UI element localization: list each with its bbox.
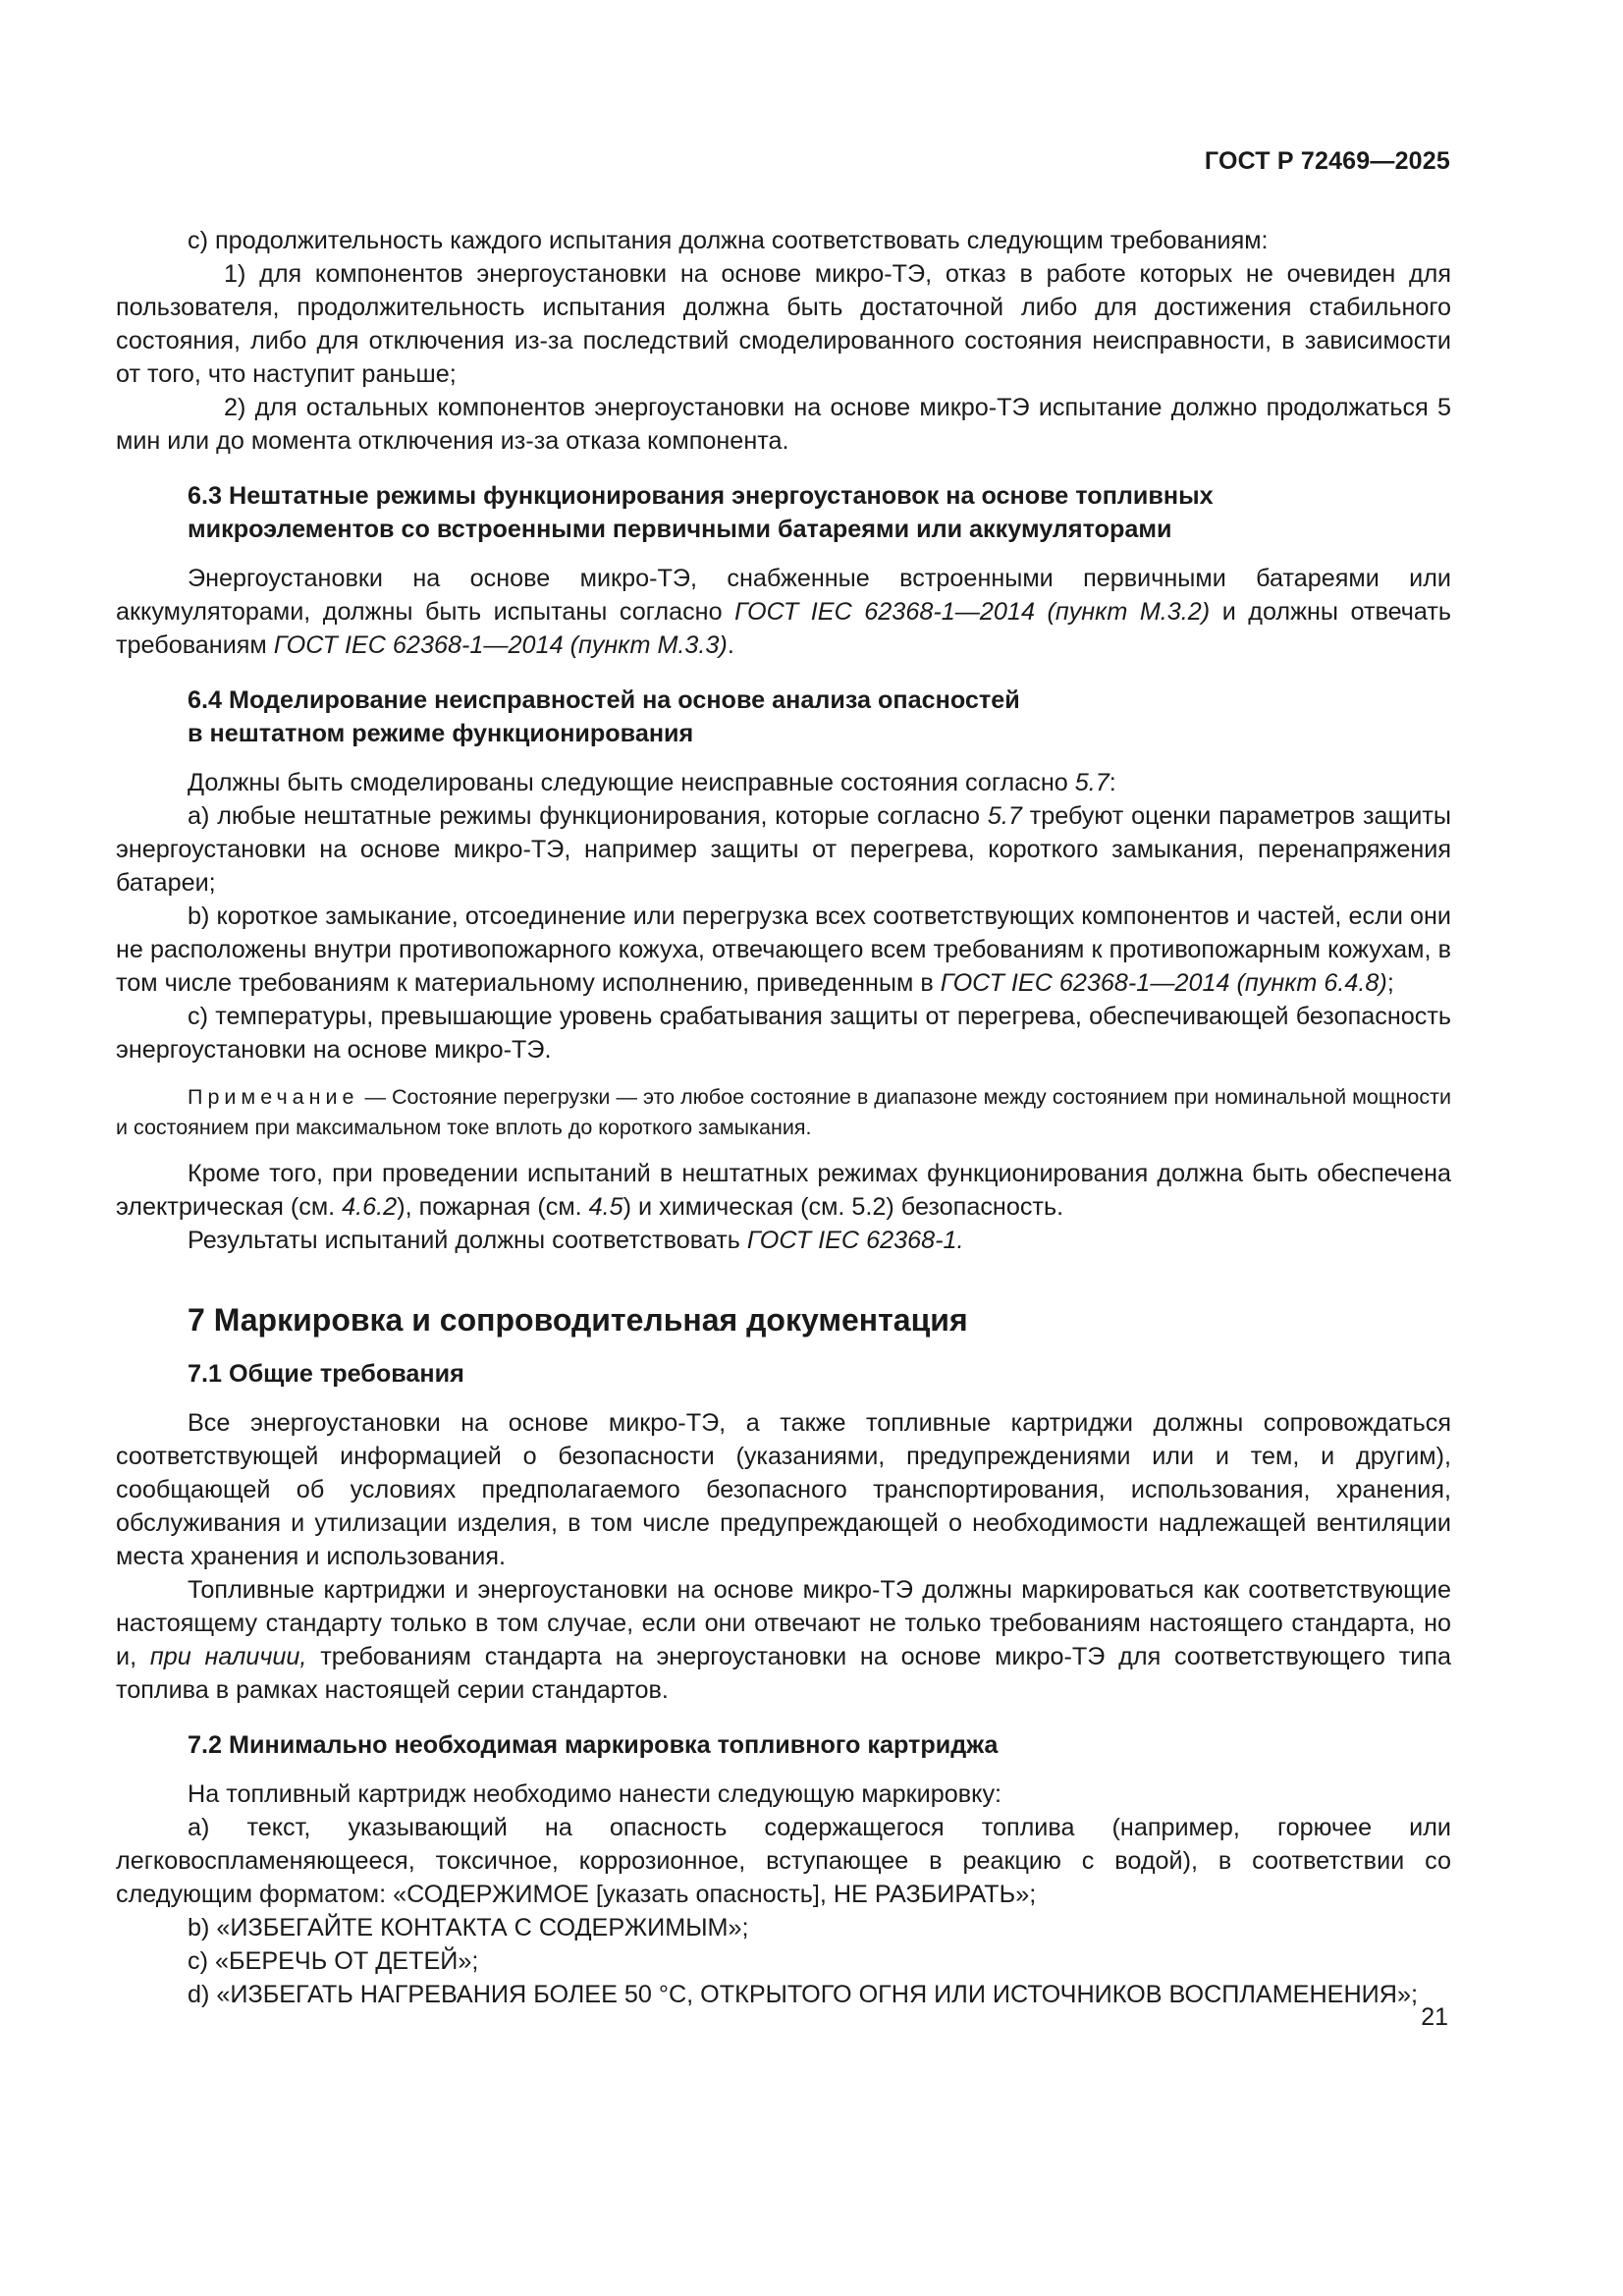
- page-body: [116, 224, 1451, 2011]
- reference: ГОСТ IEC 62368-1—2014 (пункт 6.4.8): [940, 969, 1387, 997]
- section-6-3-paragraph: Энергоустановки на основе микро-ТЭ, снабженные встроенными первичными батареями или аккумуляторами, должны быть испытаны согласно ГОСТ IEC 62368-1—2014 (пункт M.3.2) и должны отвечать требованиям ГОСТ IEC 62368-1—2014 (пункт M.3.3).: [116, 565, 1451, 659]
- section-7-1-paragraph-2: Топливные картриджи и энергоустановки на основе микро-ТЭ должны маркироваться как соответствующие настоящему стандарту только в том случае, если они отвечают не только требованиям настоящего стандарта, но и, при наличии, требованиям стандарта на энергоустановки на основе микро-ТЭ для соответствующего типа топлива в рамках настоящей серии стандартов.: [116, 1576, 1451, 1704]
- reference: ГОСТ IEC 62368-1—2014 (пункт M.3.3): [273, 631, 728, 659]
- reference: ГОСТ IEC 62368-1.: [746, 1227, 964, 1254]
- marking-item-c: c) «БЕРЕЧЬ ОТ ДЕТЕЙ»;: [188, 1947, 479, 1975]
- reference: ГОСТ IEC 62368-1—2014 (пункт M.3.2): [734, 598, 1211, 626]
- page-number: 21: [1421, 2003, 1448, 2031]
- section-6-4-results: Результаты испытаний должны соответствовать ГОСТ IEC 62368-1.: [188, 1227, 964, 1254]
- item-b: b) короткое замыкание, отсоединение или перегрузка всех соответствующих компонентов и частей, если они не расположены внутри противопожарного кожуха, отвечающего всем требованиям к противопожарным кожухам, в том числе требованиям к материальному исполнению, приведенным в ГОСТ IEC 62368-1—2014 (пункт 6.4.8);: [116, 902, 1451, 997]
- section-7-1-paragraph-1: Все энергоустановки на основе микро-ТЭ, а также топливные картриджи должны сопровождаться соответствующей информацией о безопасности (указаниями, предупреждениями или и тем, и другим), сообщающей об условиях предполагаемого безопасного транспортирования, использования, хранения, обслуживания и утилизации изделия, в том числе предупреждающей о необходимости надлежащей вентиляции места хранения и использования.: [116, 1409, 1451, 1570]
- reference: 5.7: [1074, 769, 1109, 796]
- item-c-1: 1) для компонентов энергоустановки на основе микро-ТЭ, отказ в работе которых не очевиден для пользователя, продолжительность испытания должна быть достаточной либо для достижения стабильного состояния, либо для отключения из-за последствий смоделированного состояния неисправности, в зависимости от того, что наступит раньше;: [116, 260, 1451, 388]
- section-6-4-paragraph: Кроме того, при проведении испытаний в нештатных режимах функционирования должна быть обеспечена электрическая (см. 4.6.2), пожарная (см. 4.5) и химическая (см. 5.2) безопасность.: [116, 1160, 1451, 1221]
- item-c: c) продолжительность каждого испытания должна соответствовать следующим требованиям:: [188, 227, 1269, 254]
- item-c: c) температуры, превышающие уровень срабатывания защиты от перегрева, обеспечивающей безопасность энергоустановки на основе микро-ТЭ.: [116, 1003, 1451, 1064]
- reference: 5.7: [987, 802, 1022, 830]
- marking-item-b: b) «ИЗБЕГАЙТЕ КОНТАКТА С СОДЕРЖИМЫМ»;: [188, 1914, 749, 1941]
- note-label: Примечание: [188, 1085, 359, 1109]
- section-6-4-intro: Должны быть смоделированы следующие неисправные состояния согласно 5.7:: [188, 769, 1116, 796]
- reference: 4.5: [588, 1193, 623, 1221]
- marking-item-a: a) текст, указывающий на опасность содержащегося топлива (например, горючее или легковоспламеняющееся, токсичное, коррозионное, вступающее в реакцию с водой), в соответствии со следующим форматом: «СОДЕРЖИМОЕ [указать опасность], НЕ РАЗБИРАТЬ»;: [116, 1814, 1451, 1908]
- section-6-4-title: 6.4 Моделирование неисправностей на основе анализа опасностей в нештатном режиме функционирования: [188, 686, 1020, 747]
- marking-item-d: d) «ИЗБЕГАТЬ НАГРЕВАНИЯ БОЛЕЕ 50 °C, ОТКРЫТОГО ОГНЯ ИЛИ ИСТОЧНИКОВ ВОСПЛАМЕНЕНИЯ»;: [188, 1981, 1418, 2008]
- section-7-2-intro: На топливный картридж необходимо нанести следующую маркировку:: [188, 1780, 1002, 1808]
- reference: 4.6.2: [342, 1193, 398, 1221]
- section-7-2-title: 7.2 Минимально необходимая маркировка топливного картриджа: [188, 1731, 999, 1759]
- item-a: a) любые нештатные режимы функционирования, которые согласно 5.7 требуют оценки параметров защиты энергоустановки на основе микро-ТЭ, например защиты от перегрева, короткого замыкания, перенапряжения батареи;: [116, 802, 1451, 897]
- section-7-title: 7 Маркировка и сопроводительная документация: [188, 1302, 968, 1338]
- document-header: ГОСТ Р 72469—2025: [1204, 147, 1450, 175]
- note-text: — Состояние перегрузки — это любое состояние в диапазоне между состоянием при номинальной мощности и состоянием при максимальном токе вплоть до короткого замыкания.: [116, 1085, 1451, 1139]
- section-6-3-title: 6.3 Нештатные режимы функционирования энергоустановок на основе топливных микроэлементов со встроенными первичными батареями или аккумуляторами: [188, 482, 1214, 543]
- section-7-1-title: 7.1 Общие требования: [188, 1360, 464, 1388]
- note: [116, 1082, 1451, 1143]
- item-c-2: 2) для остальных компонентов энергоустановки на основе микро-ТЭ испытание должно продолжаться 5 мин или до момента отключения из-за отказа компонента.: [116, 394, 1451, 455]
